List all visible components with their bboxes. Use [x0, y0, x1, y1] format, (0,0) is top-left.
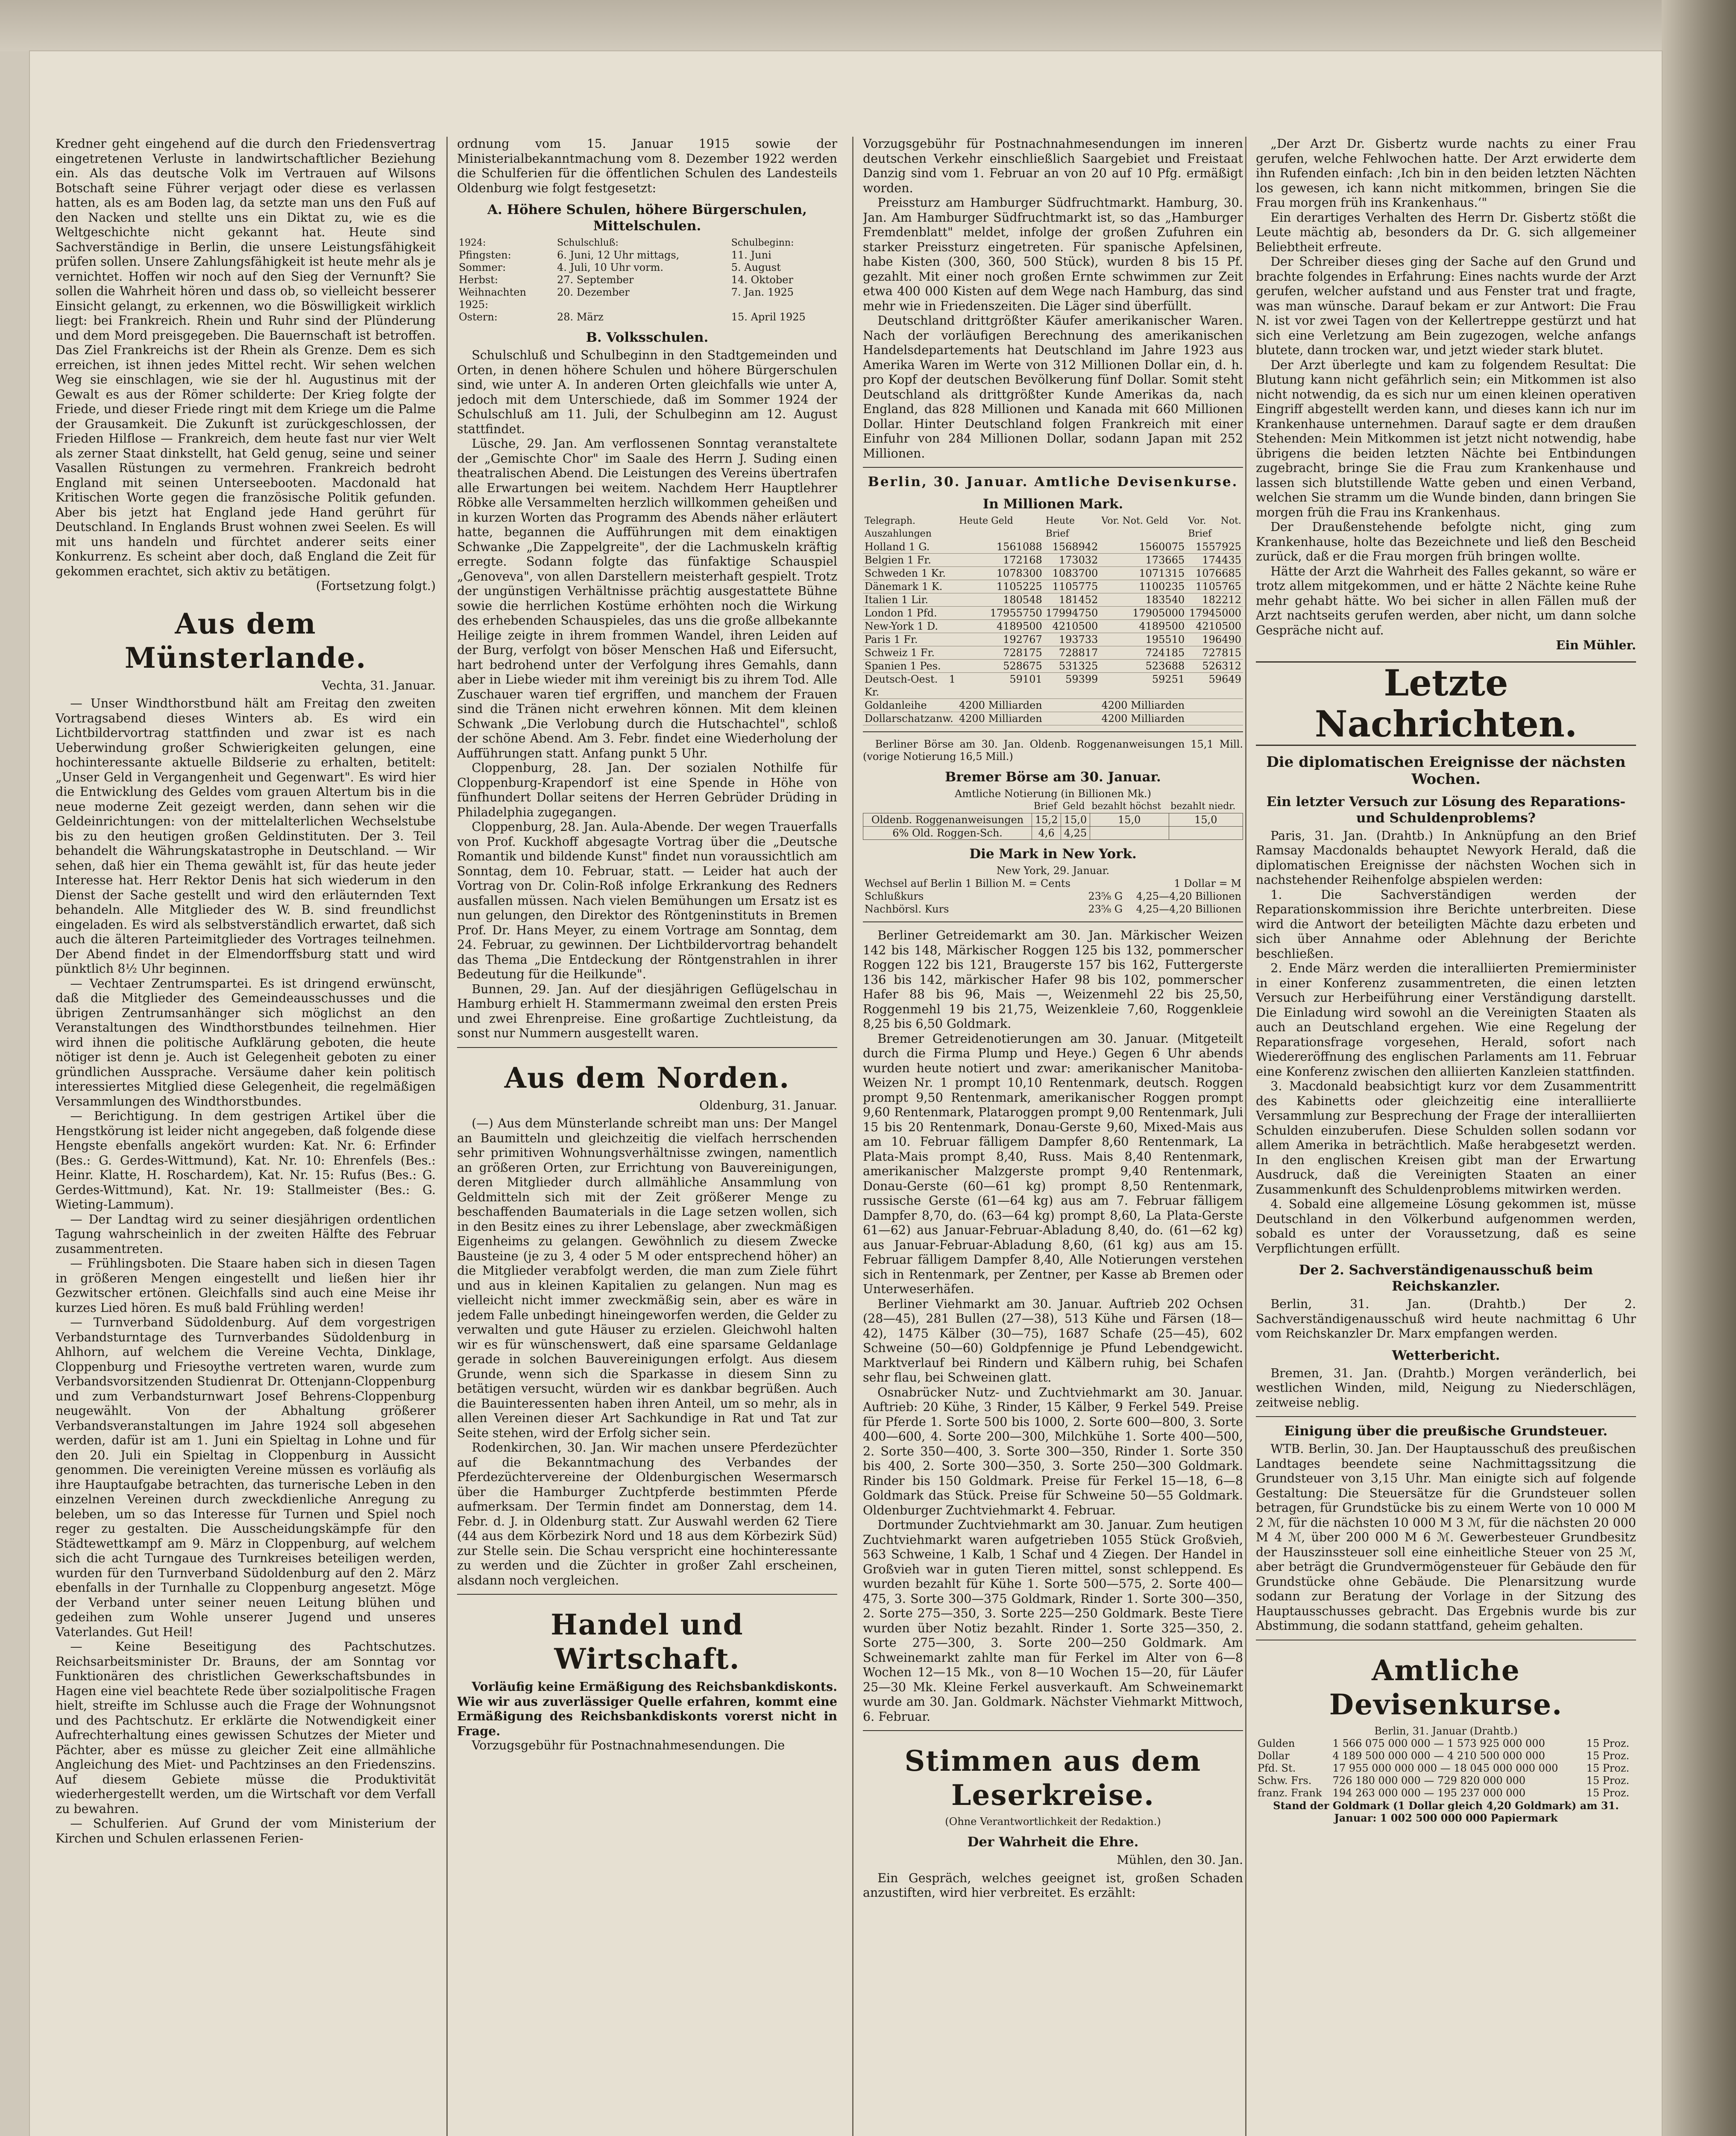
table-row	[457, 311, 837, 323]
table-cell: 23⁵⁄₈ G	[1088, 890, 1123, 902]
table-cell	[1044, 712, 1100, 725]
disclaimer: (Ohne Verantwortlichkeit der Redaktion.)	[945, 1816, 1161, 1828]
table-row	[863, 699, 1243, 712]
column-rule	[852, 137, 853, 2136]
news-item: Bunnen, 29. Jan. Auf der diesjährigen Geflügelschau in Hamburg erhielt H. Stammermann zweimal den ersten Preis und zwei Ehrenpreise. Eine großartige Zuchtleistung, da sonst nur Nummern ausgestellt waren.	[457, 982, 837, 1040]
divider	[457, 1594, 837, 1595]
table-cell: Oldenb. Roggenanweisungen	[863, 813, 1032, 827]
bremen-exchange-table	[863, 800, 1243, 840]
section-heading-leserkreis: Stimmen aus dem Leserkreise.	[904, 1744, 1202, 1812]
table-cell: 4,25	[1061, 827, 1090, 840]
weather-report: Bremen, 31. Jan. (Drahtb.) Morgen veränderlich, bei westlichen Winden, mild, Neigung zu Niederschlägen, zeitweise neblig.	[1256, 1366, 1636, 1410]
news-item: (—) Aus dem Münsterlande schreibt man uns: Der Mangel an Baumitteln und gleichzeitig die vielfach herrschenden sehr primitiven Wohnungsverhältnisse zwingen, namentlich an größeren Orten, zur Errichtung von Bauvereinigungen, deren Mitglieder durch allmähliche Ansammlung von Geldmitteln sich mit der Zeit größerer Menge zu beschaffenden Baumaterials in die Lage setzen wollen, sich in den Besitz eines zu ihrer Lebenslage, aber zweckmäßigen Eigenheims zu gelangen. Gewöhnlich zu diesem Zwecke Bausteine (je zu 3, 4 oder 5 M oder entsprechend höher) an die Mitglieder verabfolgt werden, die man zum Ziele führt und aus in kleinen Kapitalien zu gelangen. Nun mag es vielleicht nicht immer zweckmäßig sein, aber es wäre in jedem Falle unbedingt hineingeworfen werden, die Gelder zu verwalten und gute Häuser zu erzielen. Gleichwohl halten wir es für wünschenswert, daß eine sparsame Geldanlage gerade in solchen Bauvereinigungen erfolgt. Aus diesem Grunde, wenn sich die Sparkasse in diesem Sinn zu betätigen versucht, würden wir es dankbar begrüßen. Auch die Bauinteressenten haben ihren Anteil, um so mehr, als in allen Vereinen dieser Art Sachkundige in Rat und Tat zur Seite stehen, wird der Erfolg sicher sein.	[457, 1116, 837, 1440]
table-cell: 17945000	[1186, 607, 1243, 620]
table-header: Telegraph. Auszahlungen	[865, 516, 932, 539]
table-cell: 4 189 500 000 000 — 4 210 500 000 000	[1332, 1749, 1545, 1762]
new-york-table	[863, 877, 1243, 915]
table-cell: 173032	[1044, 554, 1100, 567]
newspaper-page	[30, 51, 1662, 2136]
table-cell: 181452	[1044, 593, 1100, 607]
table-cell: 59101	[957, 673, 1044, 699]
table-row	[863, 554, 1243, 567]
table-row	[863, 877, 1243, 890]
news-item: Cloppenburg, 28. Jan. Aula-Abende. Der wegen Trauerfalls von Prof. Kuckhoff abgesagte Vortrag über die „Deutsche Romantik und bildende Kunst" findet nun voraussichtlich am Sonntag, dem 10. Februar, statt. — Leider hat auch der Vortrag von Dr. Colin-Roß infolge Erkrankung des Redners ausfallen müssen. Nach vielen Bemühungen um Ersatz ist es nun gelungen, den Direktor des Röntgeninstituts in Bremen Prof. Dr. Hans Meyer, zu einem Vortrage am Sonntag, dem 24. Februar, zu gewinnen. Der Lichtbildervortrag behandelt das Thema „Die Entdeckung der Röntgenstrahlen in ihrer Bedeutung für die Heilkunde".	[457, 820, 837, 981]
table-cell	[1186, 699, 1243, 712]
news-item: — Der Landtag wird zu seiner diesjährigen ordentlichen Tagung wahrscheinlich in der zweiten Hälfte des Februar zusammentreten.	[56, 1212, 436, 1256]
table-cell: 1561088	[957, 540, 1044, 554]
letter-text: Ein Gespräch, welches geeignet ist, großen Schaden anzustiften, wird hier verbreitet. Es erzählt:	[863, 1871, 1243, 1900]
exchange-rates-subheading: In Millionen Mark.	[982, 496, 1123, 512]
section-heading-norden: Aus dem Norden.	[504, 1061, 790, 1094]
news-item: — Vechtaer Zentrumspartei. Es ist dringend erwünscht, daß die Mitglieder des Gemeindeausschusses und die übrigen Zentrumsanhänger sich möglichst an den Veranstaltungen des Windthorstbundes teilnehmen. Hier wird ihnen die politische Aufklärung geboten, die heute nötiger ist denn je. Auch ist Gelegenheit geboten zu einer gründlichen Aussprache. Versäume daher kein politisch interessiertes Mitglied diese Gelegenheit, die regelmäßigen Versammlungen des Windthorstbundes.	[56, 976, 436, 1109]
table-header: 1924:	[459, 238, 486, 248]
table-cell: Deutsch-Oest. 1 Kr.	[863, 673, 957, 699]
news-item: — Unser Windthorstbund hält am Freitag den zweiten Vortragsabend dieses Winters ab. Es wird ein Lichtbildervortrag stattfinden und zwar ist es nach Ueberwindung großer Schwierigkeiten gelungen, eine hochinteressante aktuelle Bildserie zu erhalten, betitelt: „Unser Geld in Vergangenheit und Gegenwart". Es wird hier die Entwicklung des Geldes vom grauen Altertum bis in die neue moderne Zeit gezeigt werden, dann sehen wir die Geldeinrichtungen: von der mittelalterlichen Wechselstube bis zu den heutigen großen Geldinstituten. Der 3. Teil behandelt die Währungskatastrophe in Deutschland. — Wir sehen, daß hier ein Thema gewählt ist, für das heute jeder Interesse hat. Herr Rektor Denis hat sich wiederum in den Dienst der Sache gestellt und wird den erläuternden Text behandeln. Alle Mitglieder des W. B. sind freundlichst eingeladen. Es wird als selbstverständlich erwartet, daß sich auch die älteren Parteimitglieder des Vortrages teilnehmen. Der Abend findet in der Elmendorffsburg statt und wird pünktlich 8½ Uhr beginnen.	[56, 696, 436, 976]
article-continuation: Kredner geht eingehend auf die durch den Friedensvertrag eingetretenen Verluste in landwirtschaftlicher Beziehung ein. Als das deutsche Volk im Vertrauen auf Wilsons Botschaft seine Führer verjagt oder diese es verlassen hatten, als es am Boden lag, da setzte man uns den Fuß auf den Nacken und stellte uns ein Diktat zu, wie es die Weltgeschichte nicht gekannt hat. Heute sind Sachverständige in Berlin, die unsere Leistungsfähigkeit prüfen sollen. Unsere Zahlungsfähigkeit ist heute mehr als je vernichtet. Hoffen wir noch auf den Sieg der Vernunft? Sie sollen die Wahrheit hören und dass ob, so vielleicht besserer Einsicht gelangt, zu erkennen, wo die Böswilligkeit wirklich liegt: bei Frankreich. Rhein und Ruhr sind der Plünderung und dem Mord preisgegeben. Die Bauernschaft ist betroffen. Das Ziel Frankreichs ist der Rhein als Grenze. Dem es sich erreichen, ist ihnen jedes Mittel recht. Wir sehen welchen Weg sie einschlagen, wie sie der hl. Augustinus mit der Gewalt es aus der Römer schilderte: Der Krieg folgte der Friede, und dieser Friede ringt mit dem Kriege um die Palme der Grausamkeit. Die Zukunft ist zurückgeschlossen, der Frieden Hilflose — Frankreich, dem heute fast nur vier Welt als zerner Staat dinkstellt, hat Geld genug, seine und seiner Vasallen Rüstungen zu vermehren. Frankreich bedroht England mit seinen Unterseebooten. Macdonald hat Kritischen Worte gegen die französische Politik gefunden. Aber bis jetzt hat England jede Hand gerührt für Deutschland. In Englands Brust wohnen zwei Seelen. Es will mit uns handeln und fürchtet anderer seits einer Konkurrenz. Es scheint aber doch, daß England die Zeit für gekommen erachtet, sich aktiv zu betätigen.	[56, 137, 436, 578]
table-cell: 4. Juli, 10 Uhr vorm.	[557, 261, 664, 273]
news-item: Rodenkirchen, 30. Jan. Wir machen unsere Pferdezüchter auf die Bekanntmachung des Verbandes der Pferdezüchtervereine der Oldenburgischen Wesermarsch über die Hamburger Zuchtpferde bestimmten Pferde aufmerksam. Der Termin findet am Donnerstag, dem 14. Febr. d. J. in Oldenburg statt. Zur Auswahl werden 62 Tiere (44 aus dem Körbezirk Nord und 18 aus dem Körbezirk Süd) zur Stelle sein. Die Schau verspricht eine hochinteressante zu werden und die Züchter in großer Zahl erscheinen, alsdann noch vergleichen.	[457, 1441, 837, 1587]
top-margin-strip	[0, 0, 1736, 51]
table-header	[863, 800, 1032, 813]
letter-title: Der Wahrheit die Ehre.	[967, 1834, 1139, 1850]
table-row	[863, 567, 1243, 580]
table-cell: 1076685	[1186, 567, 1243, 580]
table-row	[457, 274, 837, 286]
table-cell: Goldanleihe	[863, 699, 957, 712]
table-cell: 728175	[957, 646, 1044, 660]
table-cell: Weihnachten	[459, 286, 527, 298]
column-4	[1256, 137, 1636, 2136]
divider	[457, 1047, 837, 1048]
table-cell: 15 Proz.	[1586, 1749, 1630, 1762]
table-row	[1256, 1737, 1636, 1750]
section-heading-handel: Handel und Wirtschaft.	[551, 1608, 744, 1675]
table-cell: 1568942	[1044, 540, 1100, 554]
table-cell: New-York 1 D.	[863, 620, 957, 633]
table-cell: 1083700	[1044, 567, 1100, 580]
dateline: Oldenburg, 31. Januar.	[699, 1098, 837, 1112]
news-item: Berlin, 31. Jan. (Drahtb.) Der 2. Sachverständigenausschuß wird heute nachmittag 6 Uhr vom Reichskanzler Dr. Marx empfangen werden.	[1256, 1297, 1636, 1341]
bremen-exchange-subheading: Amtliche Notierung (in Billionen Mk.)	[955, 788, 1151, 800]
table-cell: 15 Proz.	[1586, 1774, 1630, 1787]
table-row	[863, 633, 1243, 646]
table-cell: 59251	[1100, 673, 1186, 699]
table-cell: 193733	[1044, 633, 1100, 646]
table-row	[863, 607, 1243, 620]
divider	[863, 1730, 1243, 1731]
letter-text: Der Schreiber dieses ging der Sache auf den Grund und brachte folgendes in Erfahrung: Eines nachts wurde der Arzt gerufen, welcher aufstand und aus Fenster trat und fragte, was man wünsche. Darauf bekam er zur Antwort: Die Frau N. ist vor zwei Tagen von der Kellertreppe gestürzt und hat sich eine Verletzung am Bein zugezogen, welche anfangs blutete, dann trocken war, und jetzt wieder stark blutet.	[1256, 255, 1636, 357]
table-header-row	[863, 515, 1243, 540]
subheadline: Ein letzter Versuch zur Lösung des Reparations- und Schuldenproblems?	[1266, 794, 1626, 826]
table-cell: 27. September	[557, 274, 634, 286]
table-cell: 15,2	[1032, 813, 1061, 827]
table-cell: 4200 Milliarden	[957, 712, 1044, 725]
table-row	[1256, 1787, 1636, 1799]
table-cell: Wechsel auf Berlin 1 Billion M. = Cents	[865, 877, 1070, 889]
table-cell: Schw. Frs.	[1258, 1774, 1312, 1787]
letter-text: Der Draußenstehende befolgte nicht, ging zum Krankenhause, holte das Bezeichnete und ließ den Bescheid zurück, daß er die Frau morgen früh bringen wollte.	[1256, 520, 1636, 563]
table-cell	[1087, 877, 1127, 890]
table-cell: 727815	[1186, 646, 1243, 660]
table-cell: 1105775	[1044, 580, 1100, 593]
column-rule	[446, 137, 448, 2136]
table-row	[863, 903, 1243, 915]
news-item: — Schulferien. Auf Grund der vom Ministerium der Kirchen und Schulen erlassenen Ferien-	[56, 1816, 436, 1846]
table-header: Brief	[1033, 801, 1057, 812]
section-heading-letzte-nachrichten: Letzte Nachrichten.	[1256, 661, 1636, 746]
dateline: Berlin, 31. Januar (Drahtb.)	[1374, 1725, 1518, 1737]
table-cell: 1925:	[459, 299, 489, 311]
letter-signature: Ein Mühler.	[1556, 638, 1636, 652]
news-item: Vorzugsgebühr für Postnachnahmesendungen. Die	[472, 1738, 785, 1752]
table-cell: Schweden 1 Kr.	[863, 567, 957, 580]
headline: Einigung über die preußische Grundsteuer.	[1284, 1423, 1608, 1439]
divider	[863, 921, 1243, 922]
news-item: 4. Sobald eine allgemeine Lösung gekommen ist, müsse Deutschland in den Völkerbund aufgenommen werden, sobald es unter der Voraussetzung, daß es seine Verpflichtungen erfüllt.	[1256, 1197, 1636, 1256]
table-cell: 17 955 000 000 000 — 18 045 000 000 000	[1332, 1762, 1558, 1774]
news-item: Schulschluß und Schulbeginn in den Stadtgemeinden und Orten, in denen höhere Schulen und höhere Bürgerschulen sind, wie unter A. In anderen Orten gleichfalls wie unter A, jedoch mit dem Unterschiede, daß im Sommer 1924 der Schulschluß am 11. Juli, der Schulbeginn am 12. August stattfindet.	[457, 348, 837, 436]
table-header: Heute Geld	[959, 516, 1013, 526]
table-cell	[1044, 699, 1100, 712]
letter-text: Hätte der Arzt die Wahrheit des Falles gekannt, so wäre er trotz allem mitgekommen, und er hätte 2 Nächte keine Ruhe mehr gehabt hätte. Wo bei sicher in allen Fällen muß der Arzt nachtseits gerufen werden, aber nicht, um dann solche Gespräche nicht auf.	[1256, 564, 1636, 637]
table-cell: Schweiz 1 Fr.	[863, 646, 957, 660]
table-header: bezahlt niedr.	[1170, 801, 1236, 812]
column-3	[863, 137, 1243, 2136]
table-cell: 15 Proz.	[1586, 1737, 1630, 1749]
news-item: — Berichtigung. In dem gestrigen Artikel über die Hengstkörung ist leider nicht angegeben, daß folgende diese Hengste ebenfalls angekört wurden: Kat. Nr. 6: Erfinder (Bes.: G. Gerdes-Wittmund), Kat. Nr. 10: Ehrenfels (Bes.: Heinr. Klatte, H. Roschardem), Kat. Nr. 15: Rufus (Bes.: G. Gerdes-Wittmund), Kat. Nr. 19: Stallmeister (Bes.: G. Wieting-Lammum).	[56, 1109, 436, 1212]
table-row	[863, 673, 1243, 699]
letter-text: „Der Arzt Dr. Gisbertz wurde nachts zu einer Frau gerufen, welche Fehlwochen hatte. Der Arzt erwiderte dem ihn Rufenden einfach: ‚Ich bin in den beiden letzten Nächten los gewesen, ich kann nicht mitkommen, bringen Sie die Frau morgen früh ins Krankenhaus.‘"	[1256, 137, 1636, 210]
table-cell: 194 263 000 000 — 195 237 000 000	[1332, 1787, 1526, 1799]
table-cell: 192767	[957, 633, 1044, 646]
table-cell: 20. Dezember	[557, 286, 630, 298]
letter-text: Ein derartiges Verhalten des Herrn Dr. Gisbertz stößt die Leute mächtig ab, besonders da Dr. G. sich allgemeiner Beliebtheit erfreute.	[1256, 210, 1636, 254]
table-cell	[1186, 712, 1243, 725]
table-cell: 195510	[1100, 633, 1186, 646]
table-cell: Gulden	[1258, 1737, 1295, 1749]
headline: Die diplomatischen Ereignisse der nächsten Wochen.	[1266, 753, 1626, 788]
divider	[863, 731, 1243, 732]
table-row	[863, 660, 1243, 673]
news-item: Paris, 31. Jan. (Drahtb.) In Anknüpfung an den Brief Ramsay Macdonalds behauptet Newyork Herald, daß die diplomatischen Ereignisse der nächsten Wochen sich in nachstehender Reihenfolge abspielen werden:	[1256, 828, 1636, 887]
table-header: Heute Brief	[1045, 516, 1075, 539]
weather-heading: Wetterbericht.	[1392, 1347, 1500, 1363]
table-row	[457, 261, 837, 274]
table-cell: 182212	[1186, 593, 1243, 607]
book-gutter	[1662, 0, 1736, 2136]
table-cell: 1105765	[1186, 580, 1243, 593]
exchange-rates-table	[1256, 1737, 1636, 1799]
section-heading-muensterland: Aus dem Münsterlande.	[124, 607, 367, 675]
table-row	[457, 299, 837, 311]
news-item: Deutschland drittgrößter Käufer amerikanischer Waren. Nach der vorläufigen Berechnung des amerikanischen Handelsdepartements hat Deutschland im Jahre 1923 aus Amerika Waren im Werte von 312 Millionen Dollar ein, d. h. pro Kopf der deutschen Bevölkerung fünf Dollar. Somit steht Deutschland als drittgrößter Kunde Amerikas da, nach England, das 828 Millionen und Kanada mit 660 Millionen Dollar. Hinter Deutschland folgen Frankreich mit einer Einfuhr von 284 Millionen Dollar, sodann Japan mit 252 Millionen.	[863, 314, 1243, 461]
table-cell: Sommer:	[459, 261, 506, 273]
table-cell: 1105225	[957, 580, 1044, 593]
goldmark-rate: Stand der Goldmark (1 Dollar gleich 4,20 Goldmark) am 31. Januar: 1 002 500 000 000 Papiermark	[1273, 1799, 1619, 1824]
table-cell: Pfingsten:	[459, 249, 511, 261]
new-york-heading: Die Mark in New York.	[969, 846, 1137, 862]
table-row	[863, 813, 1243, 827]
table-row	[863, 580, 1243, 593]
table-header: bezahlt höchst	[1091, 801, 1161, 812]
table-cell: 174435	[1186, 554, 1243, 567]
table-header: Vor. Not. Geld	[1101, 516, 1168, 526]
table-cell	[1169, 827, 1243, 840]
schedule-heading: A. Höhere Schulen, höhere Bürgerschulen, Mittelschulen.	[487, 202, 807, 234]
table-row	[863, 620, 1243, 633]
news-item: Lüsche, 29. Jan. Am verflossenen Sonntag veranstaltete der „Gemischte Chor" im Saale des Herrn J. Suding einen theatralischen Abend. Die Leistungen des Vereins übertrafen alle Erwartungen bei weitem. Nachdem Herr Hauptlehrer Röbke alle Versammelten herzlich willkommen geheißen und in kurzen Worten das Programm des Abends näher erläutert hatte, begannen die Aufführungen mit dem einaktigen Schwanke „Die Zappelgreite", der die Lachmuskeln kräftig erregte. Sodann folgte das fünfaktige Schauspiel „Genoveva", von allen Darstellern meisterhaft gespielt. Trotz der ungünstigen Verhältnisse prächtig ausgestattete Bühne sowie die herrlichen Kostüme erhöhten noch die Wirkung des erhebenden Schauspieles, das uns die große allbekannte Heilige zeigte in ihrem frommen Wandel, ihren Leiden auf der Burg, verfolgt von böser Menschen Haß und Eifersucht, hart bedrohend unter der Verfolgung ihres Gemahls, dann aber in Liebe wieder mit ihm vereinigt bis zu ihrem Tod. Alle Zuschauer waren tief ergriffen, und manchem der Frauen sind die Tränen nicht erwehren können. Mit dem kleinen Schwank „Die Verlobung durch die Hutschachtel", schloß der schöne Abend. Am 3. Febr. findet eine Wiederholung der Aufführungen statt. Anfang punkt 5 Uhr.	[457, 437, 837, 760]
table-row	[863, 593, 1243, 607]
table-cell: 17994750	[1044, 607, 1100, 620]
table-cell: 6. Juni, 12 Uhr mittags,	[557, 249, 680, 261]
table-cell: 15,0	[1061, 813, 1090, 827]
column-rule	[1245, 137, 1246, 2136]
table-cell: Nachbörsl. Kurs	[865, 903, 949, 915]
news-item: 2. Ende März werden die interalliierten Premierminister in einer Konferenz zusammentreten, die einen letzten Versuch zur Herbeiführung einer Verständigung darstellt. Die Einladung wird sowohl an die Vereinigten Staaten als auch an Deutschland ergehen. Wie eine Regelung der Reparationsfrage vorgesehen, Herald, sofort nach Wiedereröffnung des englischen Parlaments am 11. Februar eine Konferenz zwischen den alliierten Kanzleien stattfinden.	[1256, 961, 1636, 1079]
table-cell: 23⁵⁄₈ G	[1088, 903, 1123, 915]
bremen-exchange-heading: Bremer Börse am 30. Januar.	[945, 769, 1161, 785]
news-item: — Keine Beseitigung des Pachtschutzes. Reichsarbeitsminister Dr. Brauns, der am Sonntag vor Funktionären des christlichen Gewerkschaftsbundes in Hagen eine viel beachtete Rede über sozialpolitische Fragen hielt, streifte im Schlusse auch die Frage der Wohnungsnot und des Pachtschutz. Er erklärte die Notwendigkeit einer Aufrechterhaltung eines gewissen Schutzes der Mieter und Pächter, aber es müsse zu gleicher Zeit eine allmähliche Angleichung des Miet- und Pachtzinses an den Friedenszins. Auf diesem Gebiete müsse die Produktivität wiederhergestellt werden, um die Wirtschaft vor dem Verfall zu bewahren.	[56, 1640, 436, 1816]
table-header: Geld	[1062, 801, 1085, 812]
table-cell: 528675	[957, 660, 1044, 673]
table-row	[863, 540, 1243, 554]
table-cell	[1090, 827, 1169, 840]
continuation-note: (Fortsetzung folgt.)	[316, 579, 436, 593]
table-cell: 4200 Milliarden	[1100, 699, 1186, 712]
table-cell: 1100235	[1100, 580, 1186, 593]
exchange-rates-table	[863, 515, 1243, 725]
table-cell: Ostern:	[459, 311, 498, 323]
table-cell: 173665	[1100, 554, 1186, 567]
table-cell	[555, 299, 730, 311]
market-report: Dortmunder Zuchtviehmarkt am 30. Januar. Zum heutigen Zuchtviehmarkt waren aufgetrieben 1055 Stück Großvieh, 563 Schweine, 1 Kalb, 1 Schaf und 4 Ziegen. Der Handel in Großvieh war in guten Tieren mittel, sonst schleppend. Es wurden bezahlt für Kühe 1. Sorte 500—575, 2. Sorte 400—475, 3. Sorte 300—375 Goldmark, Rinder 1. Sorte 300—350, 2. Sorte 275—350, 3. Sorte 225—250 Goldmark. Beste Tiere wurden über Notiz bezahlt. Rinder 1. Sorte 325—350, 2. Sorte 275—300, 3. Sorte 200—250 Goldmark. Am Schweinemarkt zahlte man für Ferkel im Alter von 6—8 Wochen 12—15 Mk., von 8—10 Wochen 15—20, für Läufer 25—30 Mk. Kleine Ferkel ausverkauft. Am Schweinemarkt wurde am 30. Jan. Goldmark. Nächster Viehmarkt Mittwoch, 6. Februar.	[863, 1518, 1243, 1724]
letter-text: Der Arzt überlegte und kam zu folgendem Resultat: Die Blutung kann nicht gefährlich sein; ein Mitkommen ist also nicht notwendig, da es sich nur um einen kleinen operativen Eingriff abgestellt werden kann, und dieses kann ich nur im Krankenhause unternehmen. Darauf sagte er dem draußen Stehenden: Mein Mitkommen ist jetzt nicht notwendig, habe übrigens die beiden letzten Nächte bei Entbindungen zugebracht, bringe Sie die Frau zum Krankenhause und lassen sich blutstillende Watte geben und einen Verband, welchen Sie stramm um die Wunde binden, dann bringen Sie morgen früh die Frau ins Krankenhaus.	[1256, 358, 1636, 519]
table-cell: Italien 1 Lir.	[863, 593, 957, 607]
table-cell: 15. April 1925	[731, 311, 806, 323]
new-york-dateline: New York, 29. Januar.	[996, 865, 1110, 877]
table-header: Schulschluß:	[557, 238, 619, 248]
table-cell: 172168	[957, 554, 1044, 567]
table-cell: Dollar	[1258, 1749, 1290, 1762]
table-row	[457, 286, 837, 299]
table-cell	[730, 299, 837, 311]
table-cell: 1557925	[1186, 540, 1243, 554]
table-cell: 17905000	[1100, 607, 1186, 620]
table-header: Vor. Not. Brief	[1188, 516, 1241, 539]
news-item: Vorzugsgebühr für Postnachnahmesendungen im inneren deutschen Verkehr einschließlich Saargebiet und Freistaat Danzig sind vom 1. Februar an von 20 auf 10 Pfg. ermäßigt worden.	[863, 137, 1243, 195]
table-cell: 1560075	[1100, 540, 1186, 554]
table-cell: 4210500	[1186, 620, 1243, 633]
table-cell: 4200 Milliarden	[957, 699, 1044, 712]
table-header: Schulbeginn:	[731, 238, 794, 248]
table-cell: Schlußkurs	[865, 890, 924, 902]
dateline: Vechta, 31. Januar.	[322, 678, 436, 692]
table-row	[1256, 1762, 1636, 1775]
table-cell: Holland 1 G.	[863, 540, 957, 554]
table-cell: 15 Proz.	[1586, 1762, 1630, 1774]
table-cell: 183540	[1100, 593, 1186, 607]
holiday-schedule-table	[457, 237, 837, 323]
table-cell: 1 Dollar = M	[1174, 877, 1241, 889]
table-cell: 196490	[1186, 633, 1243, 646]
table-row	[863, 712, 1243, 725]
table-cell: 15,0	[1090, 813, 1169, 827]
table-cell: 1071315	[1100, 567, 1186, 580]
table-cell: 726 180 000 000 — 729 820 000 000	[1332, 1774, 1526, 1787]
table-row	[863, 646, 1243, 660]
news-item: WTB. Berlin, 30. Jan. Der Hauptausschuß des preußischen Landtages beendete seine Nachmittagssitzung die Grundsteuer von 3,15 Uhr. Man einigte sich auf folgende Gestaltung: Die Steuersätze für die Grundsteuer sollen betragen, für Grundstücke bis zu einem Werte von 10 000 M 2 ℳ, für die nächsten 10 000 M 3 ℳ, für die nächsten 20 000 M 4 ℳ, über 200 000 M 6 ℳ. Gewerbesteuer Grundbesitz der Hauszinssteuer soll eine einheitliche Steuer von 25 ℳ, aber beträgt die Grundvermögensteuer für Gebäude den für Grundstücke ohne Gebäude. Die Plenarsitzung wurde sodann zur Beratung der Vorlage in der Sitzung des Hauptausschusses gebracht. Das Ergebnis wurde bis zur Abstimmung, die sodann stattfand, geheim gehalten.	[1256, 1442, 1636, 1633]
table-cell: 59649	[1186, 673, 1243, 699]
news-item: Preissturz am Hamburger Südfruchtmarkt. Hamburg, 30. Jan. Am Hamburger Südfruchtmarkt ist, so das „Hamburger Fremdenblatt" meldet, infolge der großen Zufuhren ein starker Preissturz eingetreten. Für spanische Apfelsinen, habe Kisten (300, 360, 500 Stück), wurden 8 bis 15 Pf. gezahlt. Mit einer noch großen Ernte schwimmen zur Zeit etwa 400 000 Kisten auf dem Wege nach Hamburg, das sind mehr wie in Friedenszeiten. Die Läger sind überfüllt.	[863, 196, 1243, 313]
table-cell: Paris 1 Fr.	[863, 633, 957, 646]
column-1	[56, 137, 436, 2136]
table-cell: 59399	[1044, 673, 1100, 699]
table-cell: Pfd. St.	[1258, 1762, 1296, 1774]
table-header-row	[457, 237, 837, 249]
table-cell: 17955750	[957, 607, 1044, 620]
table-cell: 724185	[1100, 646, 1186, 660]
table-cell: 4210500	[1044, 620, 1100, 633]
news-item: — Turnverband Südoldenburg. Auf dem vorgestrigen Verbandsturntage des Turnverbandes Südoldenburg in Ahlhorn, auf welchem die Vereine Vechta, Dinklage, Cloppenburg und Friesoythe vertreten waren, wurde zum Verbandsvorsitzenden Studienrat Dr. Ottenjann-Cloppenburg und zum Verbandsturnwart Josef Behrens-Cloppenburg neugewählt. Von der Abhaltung größerer Verbandsveranstaltungen im Jahre 1924 soll abgesehen werden, dafür ist am 1. Juni ein Spieltag in Lohne und für den 20. Juli ein Spieltag in Cloppenburg in Aussicht genommen. Die vereinigten Vereine müssen es vorläufig als ihre Hauptaufgabe betrachten, das turnerische Leben in den einzelnen Vereinen durch zweckdienliche Anregung zu beleben, um so das Interesse für Turnen und Spiel noch reger zu gestalten. Die Ausscheidungskämpfe für den Städtewettkampf am 9. März in Cloppenburg, auf welchem sich die acht Turngaue des Turnkreises beteiligen werden, wurden für den Turnverband Südoldenburg auf den 2. März ebenfalls in der Turnhalle zu Cloppenburg angesetzt. Möge der Verband unter seiner neuen Leitung blühen und gedeihen zum Wohle unserer Jugend und unseres Vaterlandes. Gut Heil!	[56, 1315, 436, 1639]
table-cell: 4,6	[1032, 827, 1061, 840]
table-cell: Dollarschatzanw.	[863, 712, 957, 725]
table-cell: 531325	[1044, 660, 1100, 673]
exchange-rates-heading: Amtliche Devisenkurse.	[1329, 1653, 1563, 1721]
exchange-rates-heading: Berlin, 30. Januar. Amtliche Devisenkurse.	[868, 474, 1238, 490]
table-row	[863, 827, 1243, 840]
market-report: Osnabrücker Nutz- und Zuchtviehmarkt am 30. Januar. Auftrieb: 20 Kühe, 3 Rinder, 15 Kälber, 9 Ferkel 549. Preise für Pferde 1. Sorte 500 bis 1000, 2. Sorte 600—800, 3. Sorte 400—600, 4. Sorte 200—300, Milchkühe 1. Sorte 400—500, 2. Sorte 350—400, 3. Sorte 300—350, Rinder 1. Sorte 350 bis 400, 2. Sorte 300—350, 3. Sorte 250—300 Goldmark. Rinder bis 150 Goldmark. Preise für Ferkel 15—18, 6—8 Goldmark das Stück. Preise für Schweine 50—55 Goldmark. Oldenburger Zuchtviehmarkt 4. Februar.	[863, 1385, 1243, 1517]
schedule-heading: B. Volksschulen.	[586, 330, 709, 345]
table-cell: 1 566 075 000 000 — 1 573 925 000 000	[1332, 1737, 1545, 1749]
table-cell: 6% Old. Roggen-Sch.	[863, 827, 1032, 840]
market-report: Berliner Viehmarkt am 30. Januar. Auftrieb 202 Ochsen (28—45), 281 Bullen (27—38), 513 Kühe und Färsen (18—42), 1475 Kälber (30—75), 1687 Schafe (25—45), 602 Schweine (50—60) Goldpfennige je Pfund Lebendgewicht. Marktverlauf bei Rindern und Kälbern ruhig, bei Schafen sehr flau, bei Schweinen glatt.	[863, 1297, 1243, 1385]
headline: Der 2. Sachverständigenausschuß beim Reichskanzler.	[1299, 1262, 1593, 1294]
table-cell: 4,25—4,20 Billionen	[1136, 903, 1241, 915]
news-item: Vorläufig keine Ermäßigung des Reichsbankdiskonts. Wie wir aus zuverlässiger Quelle erfahren, kommt eine Ermäßigung des Reichsbankdiskonts vorerst nicht in Frage.	[457, 1679, 837, 1738]
table-cell: franz. Frank	[1258, 1787, 1322, 1799]
table-cell: 1078300	[957, 567, 1044, 580]
article-continuation: ordnung vom 15. Januar 1915 sowie der Ministerialbekanntmachung vom 8. Dezember 1922 werden die Schulferien für die öffentlichen Schulen des Landesteils Oldenburg wie folgt festgesetzt:	[457, 137, 837, 195]
table-cell: Belgien 1 Fr.	[863, 554, 957, 567]
table-cell: 5. August	[731, 261, 781, 273]
table-row	[863, 890, 1243, 903]
news-item: 1. Die Sachverständigen werden der Reparationskommission ihre Berichte unterbreiten. Diese wird die Antwort der beteiligten Mächte dazu erbeten und sich über Annahme oder Ablehnung der Berichte beschließen.	[1256, 887, 1636, 961]
market-report: Bremer Getreidenotierungen am 30. Januar. (Mitgeteilt durch die Firma Plump und Heye.) Gegen 6 Uhr abends wurden heute notiert und zwar: amerikanischer Manitoba-Weizen Nr. 1 prompt 10,10 Rentenmark, deutsch. Roggen prompt 9,50 Rentenmark, amerikanischer Roggen prompt 9,60 Rentenmark, Plataroggen prompt 9,00 Rentenmark, Juli 15 bis 20 Rentenmark, Donau-Gerste 9,60, Mixed-Mais aus am 10. Februar fälligem Dampfer 8,60 Rentenmark, La Plata-Mais prompt 8,40, Russ. Mais 8,40 Rentenmark, amerikanischer Malzgerste prompt 9,40 Rentenmark, Donau-Gerste (60—61 kg) prompt 8,50 Rentenmark, russische Gerste (61—64 kg) aus am 7. Februar fälligem Dampfer 8,70, do. (63—64 kg) prompt 8,60, La Plata-Gerste 61—62) aus Januar-Februar-Abladung 8,40, do. (61—62 kg) aus Januar-Februar-Abladung 8,60, (61 kg) aus am 15. Februar fälligem Dampfer 8,40, Alle Notierungen verstehen sich in Rentenmark, per Zentner, per Kasse ab Bremen oder Unterweserhäfen.	[863, 1031, 1243, 1296]
table-cell: London 1 Pfd.	[863, 607, 957, 620]
table-cell: 28. März	[557, 311, 604, 323]
table-row	[1256, 1750, 1636, 1762]
table-cell: Herbst:	[459, 274, 499, 286]
news-item: — Frühlingsboten. Die Staare haben sich in diesen Tagen in größeren Mengen eingestellt und ließen hier ihr Gezwitscher ertönen. Gleichfalls sind auch eine Meise ihr kurzes Lied hören. Es muß bald Frühling werden!	[56, 1256, 436, 1315]
table-cell: Dänemark 1 K.	[863, 580, 957, 593]
dateline: Mühlen, den 30. Jan.	[1117, 1853, 1243, 1867]
table-cell: 728817	[1044, 646, 1100, 660]
table-cell: 4189500	[1100, 620, 1186, 633]
table-cell: 4200 Milliarden	[1100, 712, 1186, 725]
table-header-row	[863, 800, 1243, 813]
table-cell: 15,0	[1169, 813, 1243, 827]
table-cell: Spanien 1 Pes.	[863, 660, 957, 673]
divider	[1256, 1416, 1636, 1417]
table-cell: 15 Proz.	[1586, 1787, 1630, 1799]
divider	[863, 467, 1243, 468]
table-cell: 180548	[957, 593, 1044, 607]
news-item: 3. Macdonald beabsichtigt kurz vor dem Zusammentritt des Kabinetts oder gleichzeitig eine interalliierte Versammlung zur Besprechung der Frage der interalliierten Schulden einzuberufen. Diese Schulden sollen sodann vor allem Amerika in beträchtlich. Maße herabgesetzt werden. In den englischen Kreisen gibt man der Erwartung Ausdruck, daß die Vereinigten Staaten an einer Zusammenkunft des Schuldenproblems mitwirken werden.	[1256, 1079, 1636, 1197]
table-cell: 523688	[1100, 660, 1186, 673]
table-cell: 4189500	[957, 620, 1044, 633]
table-cell: 7. Jan. 1925	[731, 286, 794, 298]
table-cell: 4,25—4,20 Billionen	[1136, 890, 1241, 902]
table-row	[457, 249, 837, 261]
column-2	[457, 137, 837, 2136]
news-item: Berliner Börse am 30. Jan. Oldenb. Roggenanweisungen 15,1 Mill. (vorige Notierung 16,5 Mill.)	[863, 738, 1243, 763]
table-cell: 14. Oktober	[731, 274, 793, 286]
table-cell: 526312	[1186, 660, 1243, 673]
table-cell: 11. Juni	[731, 249, 771, 261]
table-row	[1256, 1775, 1636, 1787]
market-report: Berliner Getreidemarkt am 30. Jan. Märkischer Weizen 142 bis 148, Märkischer Roggen 125 bis 132, pommerscher Roggen 122 bis 121, Braugerste 157 bis 162, Futtergerste 136 bis 142, märkischer Hafer 98 bis 102, pommerscher Hafer 88 bis 96, Mais —, Weizenmehl 22 bis 25,50, Roggenmehl 19 bis 21,75, Weizenkleie 7,60, Roggenkleie 8,25 bis 6,50 Goldmark.	[863, 928, 1243, 1031]
news-item: Cloppenburg, 28. Jan. Der sozialen Nothilfe für Cloppenburg-Krapendorf ist eine Spende in Höhe von fünfhundert Dollar seitens der Herren Gebrüder Drüding in Philadelphia zugegangen.	[457, 761, 837, 819]
